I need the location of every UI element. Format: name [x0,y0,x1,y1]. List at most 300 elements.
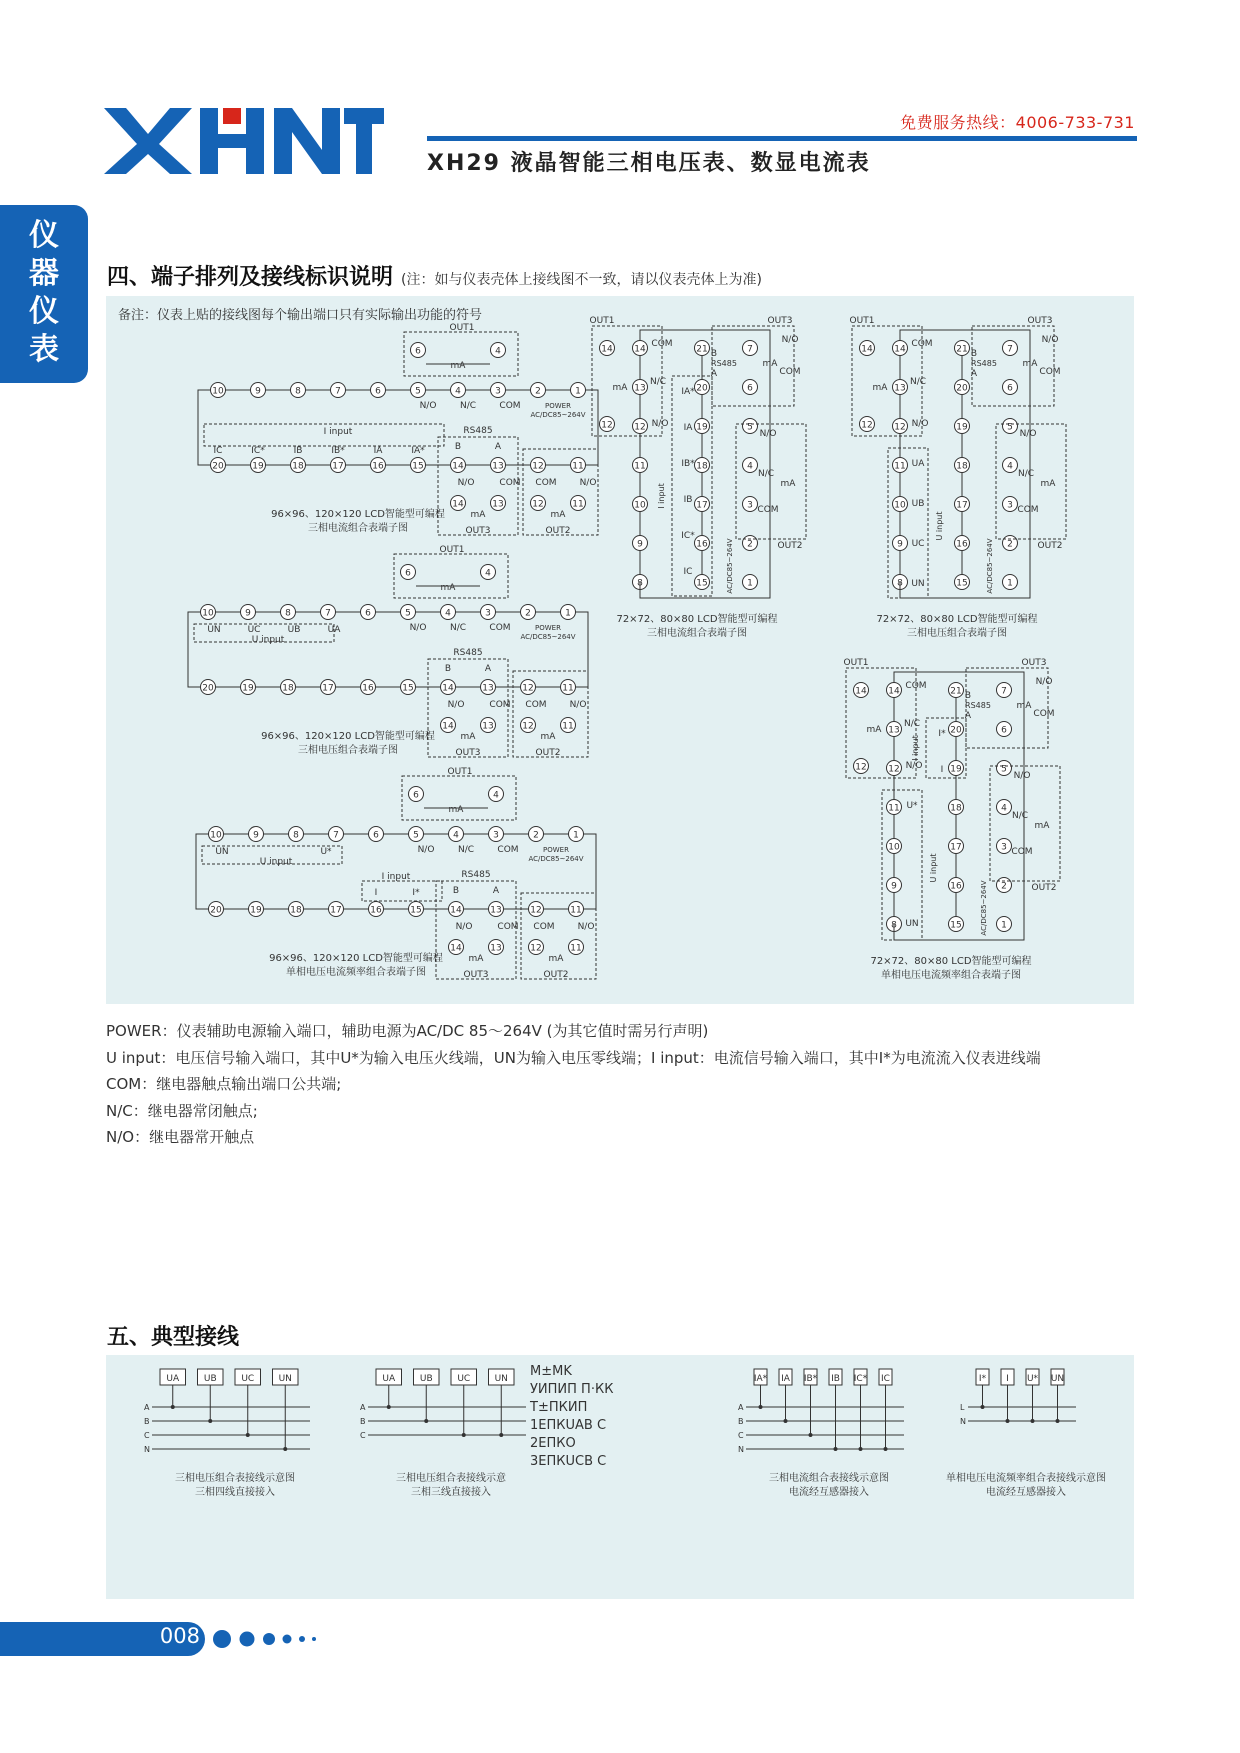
terminal-19 [251,458,266,473]
wiring-terminal-label: UB [203,1374,217,1384]
terminal-number: 16 [950,881,962,892]
terminal-15 [411,458,426,473]
wiring-caption: 单相电压电流频率组合表接线示意图 [946,1473,1106,1484]
terminal-4 [491,343,506,358]
terminal-14 [441,680,456,695]
wiring-terminal-label: IA* [753,1374,768,1384]
terminal-number: 4 [1007,461,1013,472]
wiring-terminal-label: IC [881,1374,890,1384]
terminal-number: 2 [1007,539,1013,550]
terminal-number: 10 [210,830,222,841]
terminal-2 [743,536,758,551]
wiring-terminal-label: IC* [853,1374,868,1384]
terminal-4 [451,383,466,398]
terminal-number: 13 [490,905,502,916]
nc-label: N/C [1017,469,1035,479]
out3-label: OUT3 [1021,658,1047,668]
terminal-number: 19 [950,764,962,775]
category-label: 仪器仪表 [29,218,59,367]
terminal-number: 13 [492,461,504,472]
diagram-caption: 72×72、80×80 LCD智能型可编程 [616,614,778,625]
terminal-number: 14 [894,344,906,355]
terminal-11 [561,718,576,733]
terminal-number: 12 [601,420,613,431]
logo-text: XHNT [104,104,107,105]
terminal-number: 11 [570,905,582,916]
input-terminal-label: UB [911,499,925,509]
power-label: POWER [535,624,561,632]
power-label: POWER [545,402,571,410]
u-input-label: U input [259,857,293,867]
input-terminal-label: UA [911,459,925,469]
terminal-15 [955,575,970,590]
nc-label: N/C [449,623,467,633]
i-label: I [374,888,378,898]
terminal-number: 16 [372,461,384,472]
terminal-number: 10 [634,500,646,511]
terminal-9 [893,536,908,551]
terminal-9 [633,536,648,551]
no-label: N/O [1019,429,1037,439]
terminal-number: 3 [495,386,501,397]
no-label: N/O [651,419,669,429]
ma-label: mA [540,732,556,742]
terminal-number: 14 [450,905,462,916]
terminal-5 [997,761,1012,776]
phase-line-label: C [144,1431,150,1440]
diagram-caption-sub: 三相电流组合表端子图 [308,523,408,534]
i-input-label: I input [323,427,353,437]
no-label: N/O [579,478,597,488]
wiring-panel [106,1355,1134,1599]
terminal-number: 12 [530,905,542,916]
rs485-label: RS485 [971,359,997,368]
terminal-5 [409,827,424,842]
section4-note: (注：如与仪表壳体上接线图不一致，请以仪表壳体上为准) [401,272,762,288]
power-range-label: AC/DC85~264V [530,411,586,419]
terminal-number: 10 [202,608,214,619]
terminal-11 [569,902,584,917]
terminal-13 [489,940,504,955]
diagram-caption: 96×96、120×120 LCD智能型可编程 [261,731,435,742]
rs485-label: RS485 [711,359,737,368]
out3-label: OUT3 [455,748,481,758]
terminal-number: 6 [747,383,753,394]
no-label: N/O [457,478,475,488]
terminal-3 [1003,497,1018,512]
terminal-9 [241,605,256,620]
diagram-caption-sub: 三相电流组合表端子图 [647,628,747,639]
terminal-number: 13 [894,383,906,394]
input-terminal-label: IB* [331,446,345,456]
terminal-number: 3 [1007,500,1013,511]
terminal-8 [281,605,296,620]
terminal-11 [887,800,902,815]
legend-nc: N/C：继电器常闭触点; [106,1101,258,1120]
com-label: COM [905,681,927,691]
out2-label: OUT2 [535,748,561,758]
terminal-2 [997,878,1012,893]
terminal-9 [887,878,902,893]
terminal-11 [561,680,576,695]
no-label: N/O [409,623,427,633]
i-star-label: I* [412,888,420,898]
terminal-4 [1003,458,1018,473]
terminal-number: 5 [1001,764,1007,775]
terminal-number: 11 [572,499,584,510]
phase-line-label: N [960,1417,966,1426]
diagram-caption-sub: 三相电压组合表端子图 [298,745,398,756]
terminal-number: 6 [365,608,371,619]
u-input-label: U input [935,511,944,541]
ma-label: mA [872,383,888,393]
terminal-17 [695,497,710,512]
terminal-13 [489,902,504,917]
wiring-terminal-label: UA [166,1374,180,1384]
terminal-20 [695,380,710,395]
phase-line-label: A [738,1403,744,1412]
out2-label: OUT2 [777,541,803,551]
terminal-number: 5 [747,422,753,433]
diagram-caption-sub: 三相电压组合表端子图 [907,628,1007,639]
terminal-number: 20 [956,383,968,394]
wiring-terminal-label: UN [278,1374,292,1384]
terminal-20 [201,680,216,695]
phase-line-label: C [738,1431,744,1440]
terminal-8 [291,383,306,398]
i-input-label: I input [911,735,920,761]
terminal-number: 20 [202,683,214,694]
terminal-20 [949,722,964,737]
terminal-7 [743,341,758,356]
terminal-7 [321,605,336,620]
terminal-number: 4 [485,568,491,579]
terminal-number: 2 [747,539,753,550]
power-range-label: AC/DC85~264V [726,538,734,594]
terminal-number: 1 [747,578,753,589]
header-rule [427,136,1137,141]
terminal-6 [1003,380,1018,395]
terminal-number: 9 [255,386,261,397]
terminal-number: 17 [696,500,708,511]
terminal-number: 17 [956,500,968,511]
wiring-terminal-label: UB [419,1374,433,1384]
nc-label: N/C [757,469,775,479]
terminal-12 [531,496,546,511]
wiring-caption: 三相电压组合表接线示意图 [175,1473,295,1484]
b-label: B [452,886,460,896]
terminal-14 [441,718,456,733]
terminal-number: 6 [413,790,419,801]
terminal-4 [997,800,1012,815]
code-line: T±ПКИП [530,1400,588,1415]
terminal-number: 21 [950,686,962,697]
ma-label: mA [448,805,464,815]
wiring-diagram-1 [144,1369,310,1498]
terminal-number: 5 [405,608,411,619]
terminal-12 [860,417,875,432]
nc-label: N/C [903,719,921,729]
ma-label: mA [1034,821,1050,831]
terminal-17 [331,458,346,473]
terminal-number: 15 [412,461,424,472]
ma-label: mA [470,510,486,520]
phase-line-label: N [144,1445,150,1454]
terminal-number: 5 [413,830,419,841]
terminal-number: 2 [533,830,539,841]
wiring-terminal-label: UC [241,1374,255,1384]
terminal-10 [633,497,648,512]
code-line: 1EПКUAB C [530,1418,607,1433]
power-label: POWER [543,846,569,854]
diagram-caption: 72×72、80×80 LCD智能型可编程 [876,614,1038,625]
terminal-number: 1 [573,830,579,841]
legend [106,1018,1041,1151]
wiring-terminal-label: UA [382,1374,396,1384]
terminal-4 [489,787,504,802]
terminal-number: 14 [601,344,613,355]
ma-label: mA [548,954,564,964]
terminal-6 [369,827,384,842]
i-input-label: I input [657,483,666,509]
terminal-3 [743,497,758,512]
terminal-number: 7 [333,830,339,841]
terminal-12 [531,458,546,473]
wiring-caption: 三相电流组合表接线示意图 [769,1473,889,1484]
terminal-number: 4 [495,346,501,357]
ma-label: mA [762,359,778,369]
terminal-number: 4 [493,790,499,801]
u-star-label: U* [906,801,918,811]
diagram-caption: 72×72、80×80 LCD智能型可编程 [870,956,1032,967]
terminal-16 [371,458,386,473]
terminal-13 [633,380,648,395]
terminal-number: 14 [634,344,646,355]
terminal-number: 17 [330,905,342,916]
terminal-number: 15 [402,683,414,694]
out1-label: OUT1 [843,658,869,668]
terminal-number: 9 [897,539,903,550]
terminal-number: 6 [375,386,381,397]
terminal-1 [561,605,576,620]
terminal-number: 10 [894,500,906,511]
no-label: N/O [911,419,929,429]
remark-text: 备注：仪表上贴的接线图每个输出端口只有实际输出功能的符号 [118,308,483,323]
rs485-label: RS485 [965,701,991,710]
i-label: I [940,765,944,775]
a-label: A [484,664,492,674]
terminal-diagram-96-voltage [188,545,588,758]
terminal-21 [949,683,964,698]
terminal-number: 8 [891,920,897,931]
power-range-label: AC/DC85~264V [528,855,584,863]
terminal-11 [571,496,586,511]
no-label: N/O [577,922,595,932]
terminal-12 [529,902,544,917]
terminal-5 [1003,419,1018,434]
com-label: COM [651,339,673,349]
power-range-label: AC/DC85~264V [980,880,988,936]
terminal-3 [489,827,504,842]
terminal-7 [997,683,1012,698]
terminal-number: 15 [696,578,708,589]
input-terminal-label: UB [287,625,301,635]
wiring-terminal-label: IB [831,1374,840,1384]
u-star-label: U* [320,847,332,857]
terminal-number: 16 [362,683,374,694]
out2-label: OUT2 [543,970,569,980]
terminal-2 [529,827,544,842]
com-label: COM [757,505,779,515]
wiring-diagrams [106,1355,1134,1599]
wiring-caption-sub: 电流经互感器接入 [789,1487,869,1498]
terminal-number: 8 [295,386,301,397]
terminal-18 [281,680,296,695]
terminal-7 [331,383,346,398]
input-terminal-label: IB [293,446,303,456]
wiring-caption-sub: 三相三线直接接入 [411,1487,491,1498]
terminal-number: 14 [442,721,454,732]
terminal-number: 17 [322,683,334,694]
code-text [529,1364,613,1469]
a-label: A [494,442,502,452]
ma-label: mA [866,725,882,735]
wiring-caption-sub: 电流经互感器接入 [986,1487,1066,1498]
terminal-1 [569,827,584,842]
terminal-number: 18 [282,683,294,694]
out2-label: OUT2 [545,526,571,536]
terminal-number: 1 [575,386,581,397]
page-number: 008 [159,1624,200,1648]
terminal-9 [251,383,266,398]
no-label: N/O [455,922,473,932]
terminal-18 [949,800,964,815]
terminal-diagram-panel [106,296,1134,1004]
terminal-number: 7 [325,608,331,619]
terminal-number: 8 [897,578,903,589]
terminal-number: 2 [1001,881,1007,892]
terminal-number: 14 [452,461,464,472]
terminal-10 [893,497,908,512]
terminal-number: 14 [861,344,873,355]
terminal-7 [1003,341,1018,356]
phase-line-label: A [144,1403,150,1412]
terminal-number: 11 [634,461,646,472]
code-line: 2EПКO [530,1436,576,1451]
legend-no: N/O：继电器常开触点 [106,1128,255,1146]
terminal-10 [211,383,226,398]
terminal-19 [241,680,256,695]
diagram-caption: 96×96、120×120 LCD智能型可编程 [269,953,443,964]
no-label: N/O [419,401,437,411]
terminal-15 [695,575,710,590]
terminal-number: 12 [634,422,646,433]
terminal-number: 12 [530,943,542,954]
terminal-1 [571,383,586,398]
out1-label: OUT1 [447,767,473,777]
input-terminal-label: IA [373,446,383,456]
terminal-number: 8 [285,608,291,619]
com-label: COM [911,339,933,349]
terminal-12 [521,680,536,695]
out3-label: OUT3 [463,970,489,980]
terminal-number: 6 [373,830,379,841]
wiring-terminal-label: U* [1026,1374,1039,1384]
terminal-5 [743,419,758,434]
terminal-13 [491,458,506,473]
input-terminal-label: UC [911,539,925,549]
com-label: COM [525,700,547,710]
terminal-16 [695,536,710,551]
terminal-number: 13 [482,683,494,694]
terminal-13 [481,718,496,733]
terminal-number: 5 [1007,422,1013,433]
terminal-14 [893,341,908,356]
wiring-caption-sub: 三相四线直接接入 [195,1487,275,1498]
terminal-number: 10 [888,842,900,853]
wiring-terminal-label: IA [781,1374,790,1384]
terminal-number: 3 [747,500,753,511]
terminal-6 [409,787,424,802]
terminal-number: 11 [562,683,574,694]
terminal-number: 16 [696,539,708,550]
no-label: N/O [1013,771,1031,781]
u-input-label: U input [251,635,285,645]
terminal-number: 3 [493,830,499,841]
wiring-terminal-label: IB* [803,1374,818,1384]
terminal-number: 8 [637,578,643,589]
terminal-19 [249,902,264,917]
terminal-17 [955,497,970,512]
terminal-number: 12 [855,762,867,773]
terminal-number: 19 [250,905,262,916]
input-terminal-label: IC* [681,531,695,541]
terminal-11 [633,458,648,473]
xhnt-logo [104,104,384,176]
terminal-number: 7 [1007,344,1013,355]
terminal-number: 1 [565,608,571,619]
input-terminal-label: IC [683,567,693,577]
terminal-number: 16 [956,539,968,550]
terminal-number: 14 [888,686,900,697]
input-terminal-label: IA* [681,387,695,397]
terminal-12 [893,419,908,434]
terminal-6 [401,565,416,580]
terminal-6 [743,380,758,395]
terminal-number: 18 [950,803,962,814]
terminal-15 [401,680,416,695]
wiring-terminal-label: UN [494,1374,508,1384]
input-terminal-label: IB* [681,459,695,469]
terminal-20 [955,380,970,395]
no-label: N/O [569,700,587,710]
ma-label: mA [612,383,628,393]
terminal-number: 14 [450,943,462,954]
terminal-18 [695,458,710,473]
nc-label: N/C [457,845,475,855]
terminal-number: 19 [252,461,264,472]
input-terminal-label: UN [207,625,221,635]
no-label: N/O [1035,677,1053,687]
ma-label: mA [440,583,456,593]
terminal-17 [329,902,344,917]
terminal-number: 1 [1001,920,1007,931]
legend-com: COM：继电器触点输出端口公共端; [106,1075,342,1093]
a-label: A [964,711,972,721]
diagram-caption-sub: 单相电压电流频率组合表端子图 [286,967,426,978]
terminal-13 [893,380,908,395]
wiring-diagram-4 [946,1369,1106,1498]
